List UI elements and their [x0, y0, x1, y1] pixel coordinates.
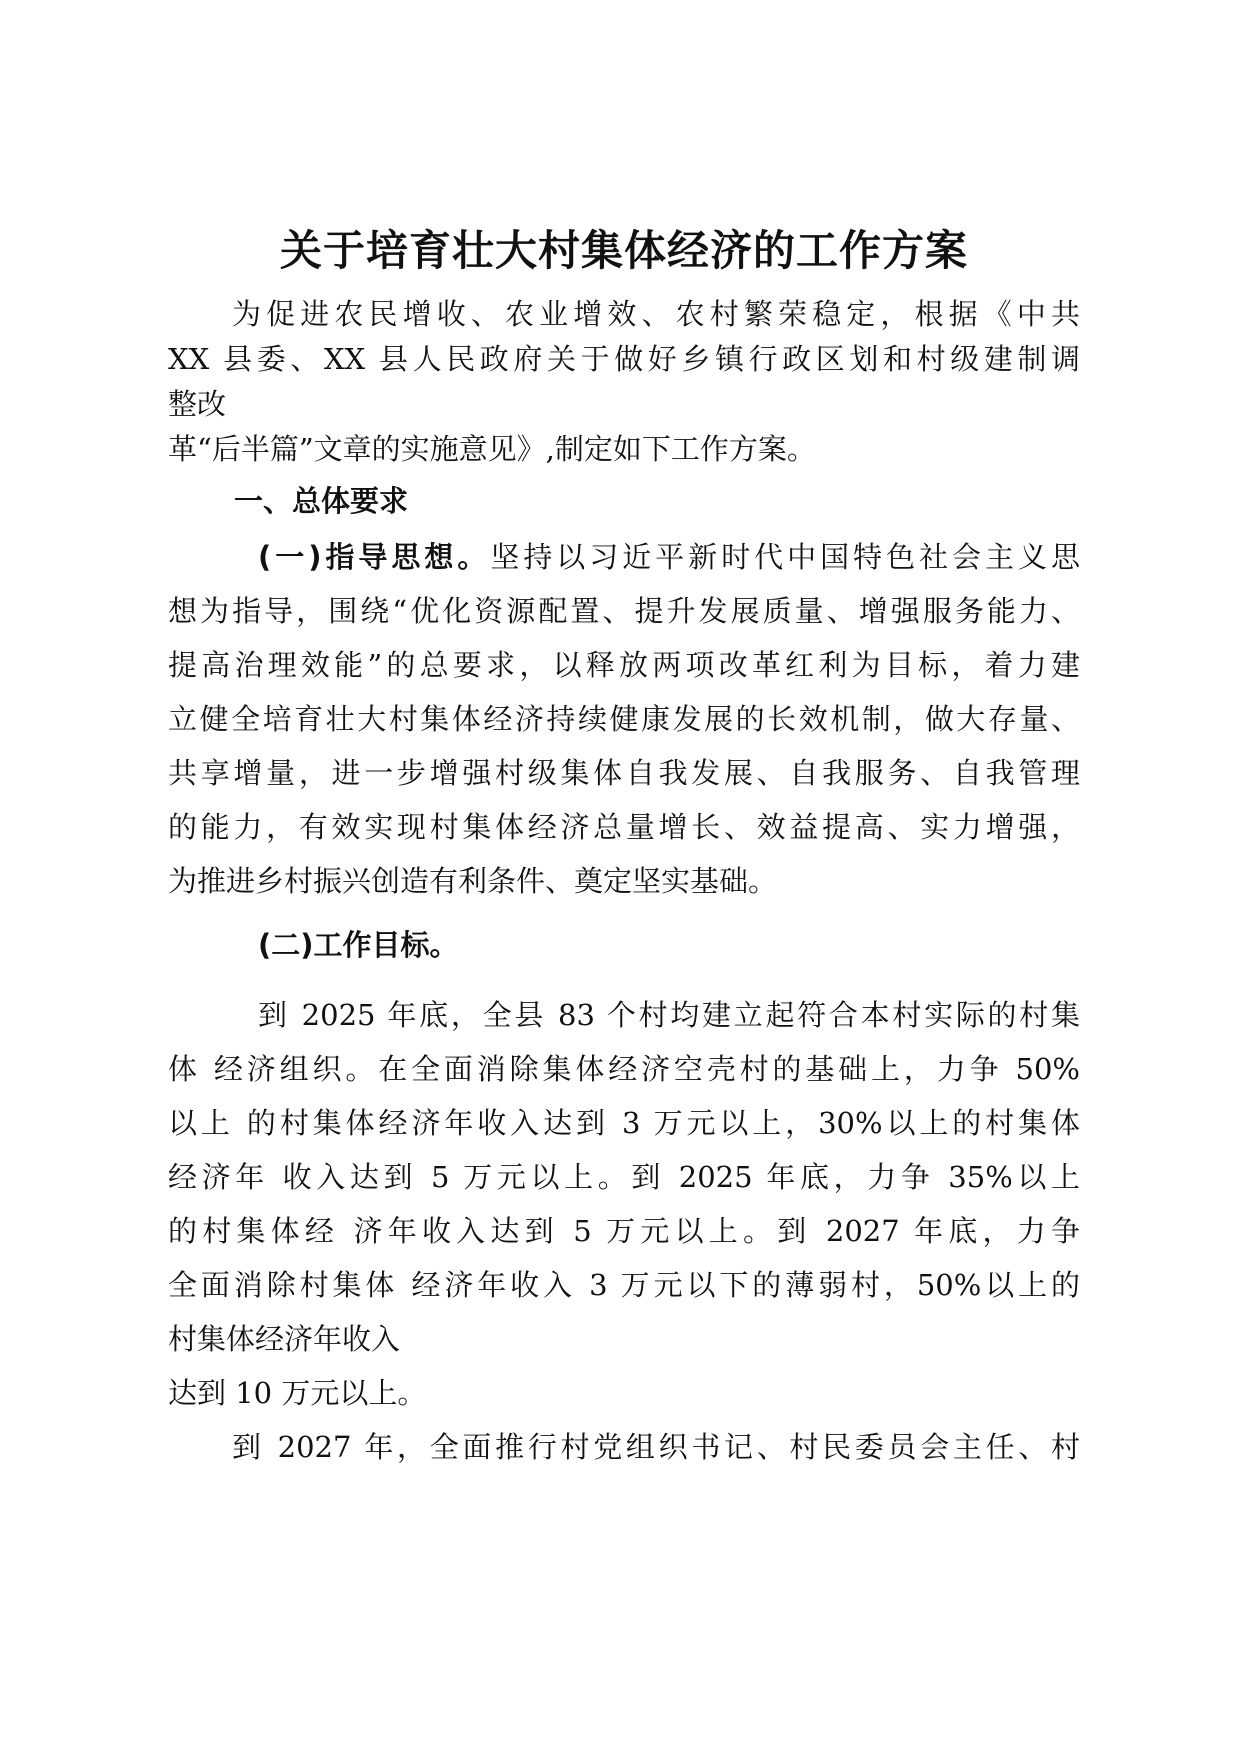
guiding-thought-paragraph: [168, 530, 1080, 908]
subsection-heading: [168, 918, 1080, 972]
intro-line: 为促进农民增收、农业增效、农村繁荣稳定，根据《中共: [232, 297, 1080, 331]
intro-line: 革“后半篇”文章的实施意见》,制定如下工作方案。: [168, 432, 816, 466]
subsection-label: (二)工作目标。: [258, 928, 459, 962]
paragraph-line: 想为指导，围绕“优化资源配置、提升发展质量、增强服务能力、: [168, 594, 1080, 628]
work-goals-section: [168, 918, 1080, 1474]
paragraph-line: 体 经济组织。在全面消除集体经济空壳村的基础上，力争 50%: [168, 1052, 1080, 1086]
page-title: 关于培育壮大村集体经济的工作方案: [279, 226, 968, 275]
paragraph-line: 达到 10 万元以上。: [168, 1376, 427, 1410]
paragraph-text: 坚持以习近平新时代中国特色社会主义思: [490, 540, 1080, 574]
paragraph-line: 以上 的村集体经济年收入达到 3 万元以上，30%以上的村集体: [168, 1106, 1080, 1140]
paragraph-line: 经济年 收入达到 5 万元以上。到 2025 年底，力争 35%以上: [168, 1160, 1080, 1194]
paragraph-line: 的村集体经 济年收入达到 5 万元以上。到 2027 年底，力争: [168, 1214, 1080, 1248]
subsection-label: (一)指导思想。: [258, 540, 491, 574]
paragraph-line: 全面消除村集体 经济年收入 3 万元以下的薄弱村，50%以上的: [168, 1268, 1080, 1302]
paragraph-line: 提高治理效能”的总要求，以释放两项改革红利为目标，着力建: [168, 648, 1080, 682]
paragraph-line: 的能力，有效实现村集体经济总量增长、效益提高、实力增强，: [168, 810, 1080, 844]
intro-line: 整改: [168, 387, 227, 421]
paragraph-line: 为推进乡村振兴创造有利条件、奠定坚实基础。: [168, 864, 778, 898]
paragraph-line: 共享增量，进一步增强村级集体自我发展、自我服务、自我管理: [168, 756, 1080, 790]
paragraph-line: 到 2025 年底，全县 83 个村均建立起符合本村实际的村集: [258, 998, 1080, 1032]
document-body: [168, 220, 1080, 1474]
intro-line: XX 县委、XX 县人民政府关于做好乡镇行政区划和村级建制调: [168, 342, 1080, 376]
paragraph-line: [168, 530, 1080, 584]
paragraph-line: 到 2027 年，全面推行村党组织书记、村民委员会主任、村: [232, 1430, 1080, 1464]
section-heading: 一、总体要求: [234, 484, 409, 518]
paragraph-line: 村集体经济年收入: [168, 1322, 401, 1356]
intro-paragraph: [168, 292, 1080, 472]
paragraph-line: 立健全培育壮大村集体经济持续健康发展的长效机制，做大存量、: [168, 702, 1080, 736]
